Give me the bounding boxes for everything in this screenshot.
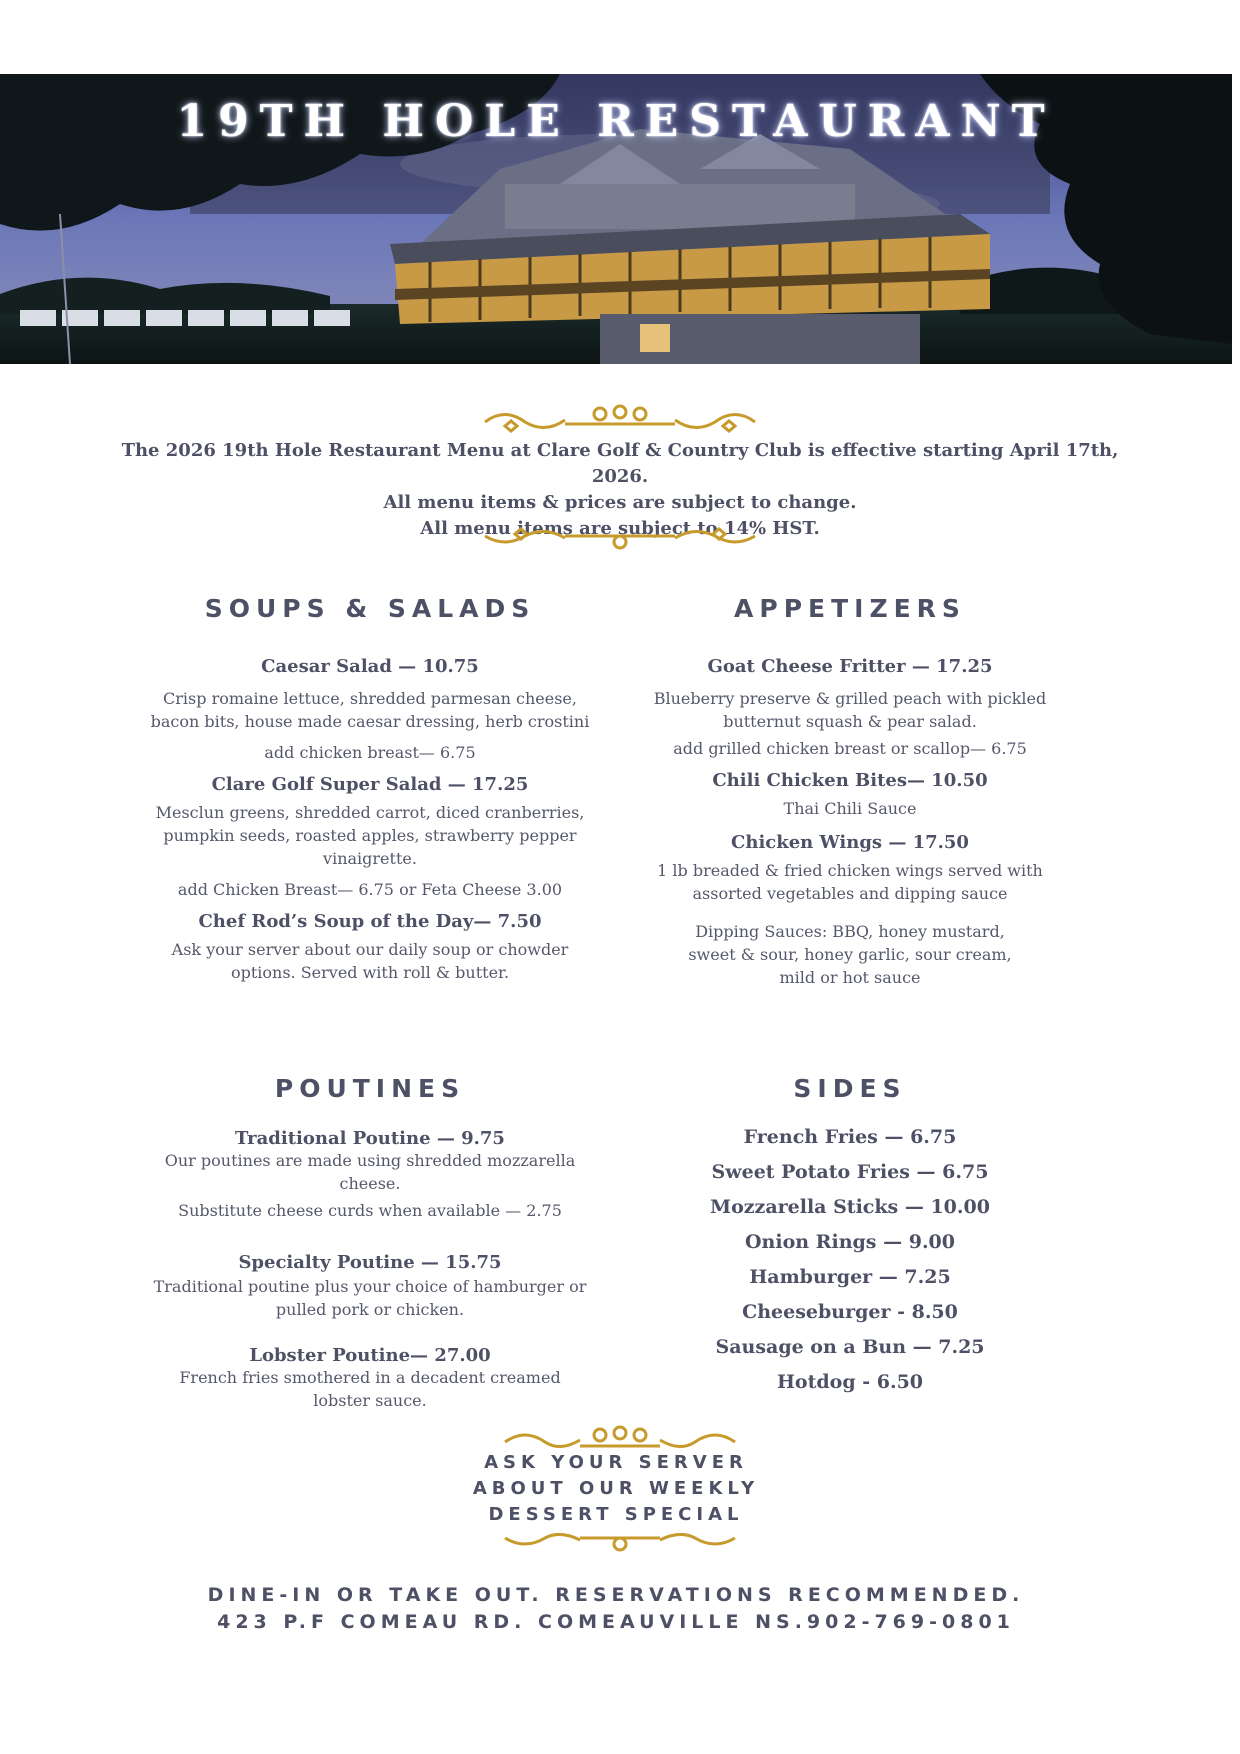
dipping-sauces: sweet & sour, honey garlic, sour cream, [688,945,1012,964]
menu-item-desc: Ask your server about our daily soup or chowder [171,940,569,959]
menu-item-desc: Thai Chili Sauce [783,799,917,818]
menu-item-name: Caesar Salad — 10.75 [261,656,479,677]
menu-item-desc: 1 lb breaded & fried chicken wings served with [657,861,1043,880]
menu-item-desc: butternut squash & pear salad. [723,712,977,731]
section-title-soups-salads: SOUPS & SALADS [204,594,536,623]
menu-item-desc: assorted vegetables and dipping sauce [692,884,1008,903]
side-item: Hamburger — 7.25 [749,1266,951,1288]
menu-item-desc: pumpkin seeds, roasted apples, strawberry pepper [163,826,577,845]
side-item: French Fries — 6.75 [743,1126,957,1148]
dipping-sauces: mild or hot sauce [779,968,921,987]
menu-item-name: Chef Rod’s Soup of the Day— 7.50 [198,911,542,932]
menu-item-desc: cheese. [339,1174,401,1193]
section-title-poutines: POUTINES [274,1074,466,1103]
side-item: Hotdog - 6.50 [776,1371,924,1393]
dessert-line-3: DESSERT SPECIAL [488,1504,744,1525]
menu-item-desc: bacon bits, house made caesar dressing, herb crostini [150,712,590,731]
side-item: Sausage on a Bun — 7.25 [715,1336,985,1358]
footer-reservations: DINE-IN OR TAKE OUT. RESERVATIONS RECOMMENDED. [207,1584,1025,1606]
side-item: Mozzarella Sticks — 10.00 [710,1196,990,1218]
menu-item-desc: pulled pork or chicken. [275,1300,465,1319]
side-item: Onion Rings — 9.00 [745,1231,955,1253]
menu-item-desc: lobster sauce. [313,1391,427,1410]
menu-item-addon: add chicken breast— 6.75 [264,743,476,762]
hero-banner [0,74,1232,364]
poutines-column [150,1128,590,1412]
dessert-line-2: ABOUT OUR WEEKLY [472,1478,760,1499]
restaurant-title: 19TH HOLE RESTAURANT [176,96,1056,147]
dipping-sauces: Dipping Sauces: BBQ, honey mustard, [695,922,1005,941]
menu-item-addon: Substitute cheese curds when available — 2.75 [178,1201,562,1220]
notice-line-2: All menu items & prices are subject to change. [383,492,857,513]
menu-item-desc: Traditional poutine plus your choice of hamburger or [153,1277,587,1296]
menu-item-desc: Crisp romaine lettuce, shredded parmesan cheese, [163,689,577,708]
footer-info [0,1582,1232,1636]
footer-address-phone: 423 P.F COMEAU RD. COMEAUVILLE NS.902-769-0801 [217,1611,1015,1633]
soups-salads-column [150,656,590,984]
menu-item-name: Traditional Poutine — 9.75 [235,1128,505,1149]
menu-item-desc: Blueberry preserve & grilled peach with pickled [653,689,1047,708]
notice-line-3: All menu items are subject to 14% HST. [420,518,820,539]
menu-item-name: Specialty Poutine — 15.75 [238,1252,502,1273]
section-title-appetizers: APPETIZERS [734,594,966,623]
side-item: Cheeseburger - 8.50 [742,1301,958,1323]
menu-item-desc: Mesclun greens, shredded carrot, diced cranberries, [155,803,585,822]
appetizers-column [640,656,1060,989]
menu-item-name: Clare Golf Super Salad — 17.25 [211,774,529,795]
menu-item-addon: add Chicken Breast— 6.75 or Feta Cheese 3.00 [177,880,563,899]
menu-item-desc: Our poutines are made using shredded mozzarella [164,1151,576,1170]
notice-line-1: The 2026 19th Hole Restaurant Menu at Clare Golf & Country Club is effective starting April 17th, 2026. [121,440,1119,487]
gold-flourish-icon [475,524,765,554]
gold-flourish-icon [475,402,765,436]
menu-item-name: Lobster Poutine— 27.00 [249,1345,491,1366]
sides-column [640,1120,1060,1400]
dessert-special-callout [0,1450,1232,1528]
menu-item-desc: options. Served with roll & butter. [230,963,510,982]
menu-item-desc: vinaigrette. [323,849,417,868]
gold-flourish-icon [495,1528,745,1556]
menu-item-desc: French fries smothered in a decadent creamed [179,1368,561,1387]
menu-item-name: Goat Cheese Fritter — 17.25 [707,656,993,677]
dessert-line-1: ASK YOUR SERVER [484,1452,748,1473]
menu-item-name: Chicken Wings — 17.50 [731,832,969,853]
side-item: Sweet Potato Fries — 6.75 [711,1161,989,1183]
menu-item-addon: add grilled chicken breast or scallop— 6.75 [673,739,1027,758]
menu-item-name: Chili Chicken Bites— 10.50 [712,770,988,791]
section-title-sides: SIDES [793,1074,907,1103]
